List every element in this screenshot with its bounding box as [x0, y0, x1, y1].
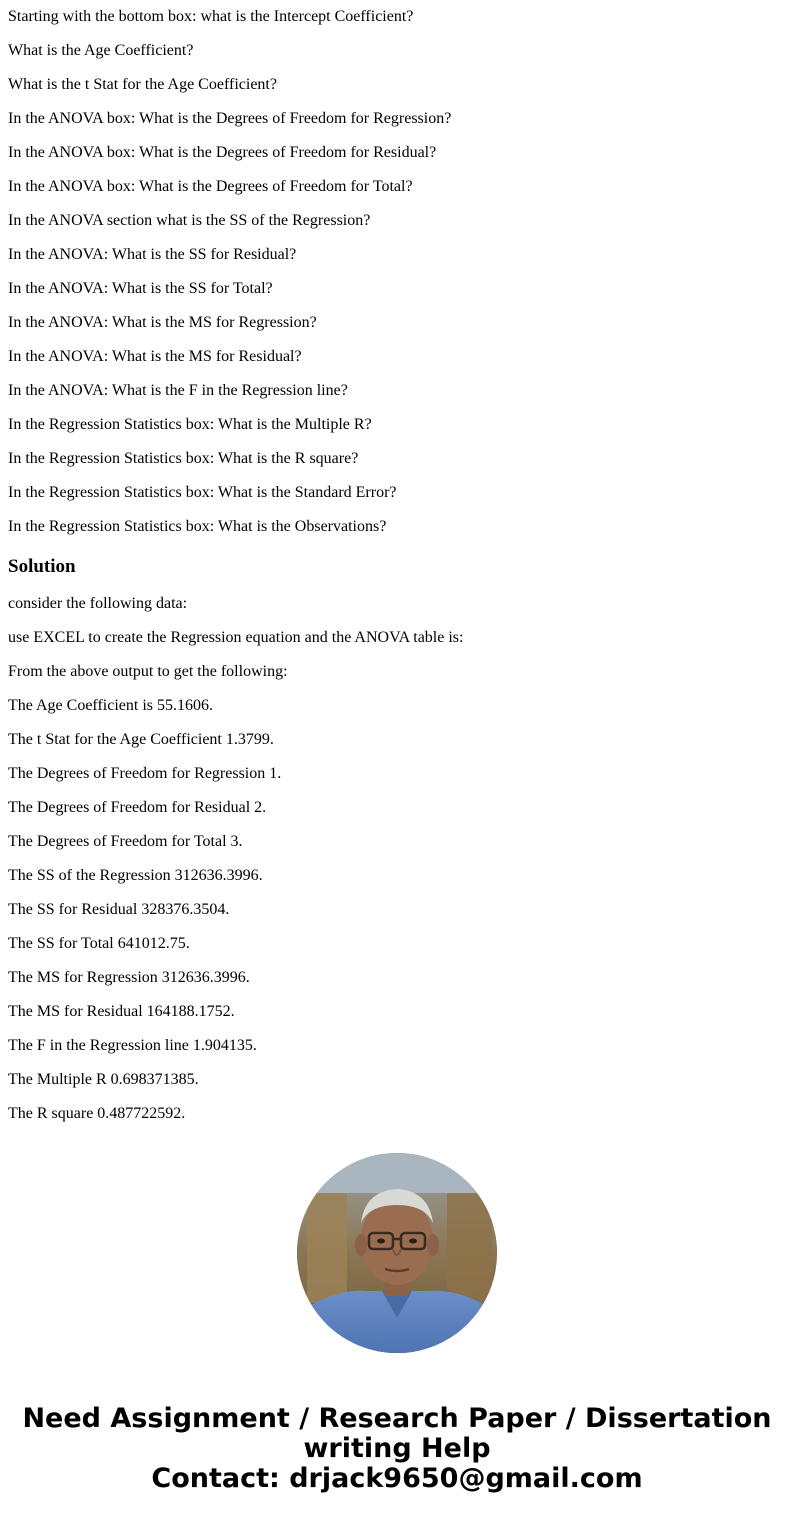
question-line: In the ANOVA: What is the SS for Residual? — [8, 246, 297, 263]
solution-line: The Age Coefficient is 55.1606. — [8, 697, 213, 714]
question-line: In the Regression Statistics box: What is the Standard Error? — [8, 484, 397, 501]
question-line: In the ANOVA: What is the MS for Residual? — [8, 348, 302, 365]
question-line: In the ANOVA section what is the SS of the Regression? — [8, 212, 371, 229]
question-line: What is the t Stat for the Age Coefficient? — [8, 76, 277, 93]
promo-line-2: writing Help — [303, 1433, 491, 1464]
solution-line: The Multiple R 0.698371385. — [8, 1071, 199, 1088]
solution-line: The R square 0.487722592. — [8, 1105, 186, 1122]
question-line: In the ANOVA: What is the F in the Regression line? — [8, 382, 348, 399]
question-line: In the ANOVA: What is the SS for Total? — [8, 280, 273, 297]
question-line: In the ANOVA box: What is the Degrees of Freedom for Residual? — [8, 144, 437, 161]
solution-line: The MS for Residual 164188.1752. — [8, 1003, 235, 1020]
solution-line: The MS for Regression 312636.3996. — [8, 969, 250, 986]
question-line: In the ANOVA: What is the MS for Regression? — [8, 314, 317, 331]
portrait-image — [297, 1153, 497, 1353]
solution-line: From the above output to get the following: — [8, 663, 288, 680]
author-avatar — [297, 1153, 497, 1353]
question-line: In the Regression Statistics box: What is the R square? — [8, 450, 359, 467]
solution-line: The SS for Residual 328376.3504. — [8, 901, 230, 918]
question-line: In the ANOVA box: What is the Degrees of Freedom for Regression? — [8, 110, 452, 127]
question-line: What is the Age Coefficient? — [8, 42, 194, 59]
promo-footer — [0, 1404, 794, 1494]
solution-line: The F in the Regression line 1.904135. — [8, 1037, 257, 1054]
solution-line: The Degrees of Freedom for Total 3. — [8, 833, 243, 850]
promo-contact: Contact: drjack9650@gmail.com — [151, 1463, 643, 1494]
solution-heading: Solution — [8, 556, 76, 577]
solution-line: consider the following data: — [8, 595, 188, 612]
question-line: Starting with the bottom box: what is the Intercept Coefficient? — [8, 8, 414, 25]
question-line: In the Regression Statistics box: What is the Multiple R? — [8, 416, 372, 433]
solution-line: The Degrees of Freedom for Residual 2. — [8, 799, 267, 816]
solution-line: The Degrees of Freedom for Regression 1. — [8, 765, 282, 782]
solution-line: The SS for Total 641012.75. — [8, 935, 190, 952]
promo-line-1: Need Assignment / Research Paper / Dissertation — [22, 1403, 772, 1434]
question-line: In the Regression Statistics box: What is the Observations? — [8, 518, 387, 535]
solution-line: use EXCEL to create the Regression equation and the ANOVA table is: — [8, 629, 464, 646]
solution-line: The t Stat for the Age Coefficient 1.3799. — [8, 731, 274, 748]
question-line: In the ANOVA box: What is the Degrees of Freedom for Total? — [8, 178, 413, 195]
solution-line: The SS of the Regression 312636.3996. — [8, 867, 263, 884]
solution-section — [8, 595, 786, 1123]
questions-section — [8, 8, 786, 536]
